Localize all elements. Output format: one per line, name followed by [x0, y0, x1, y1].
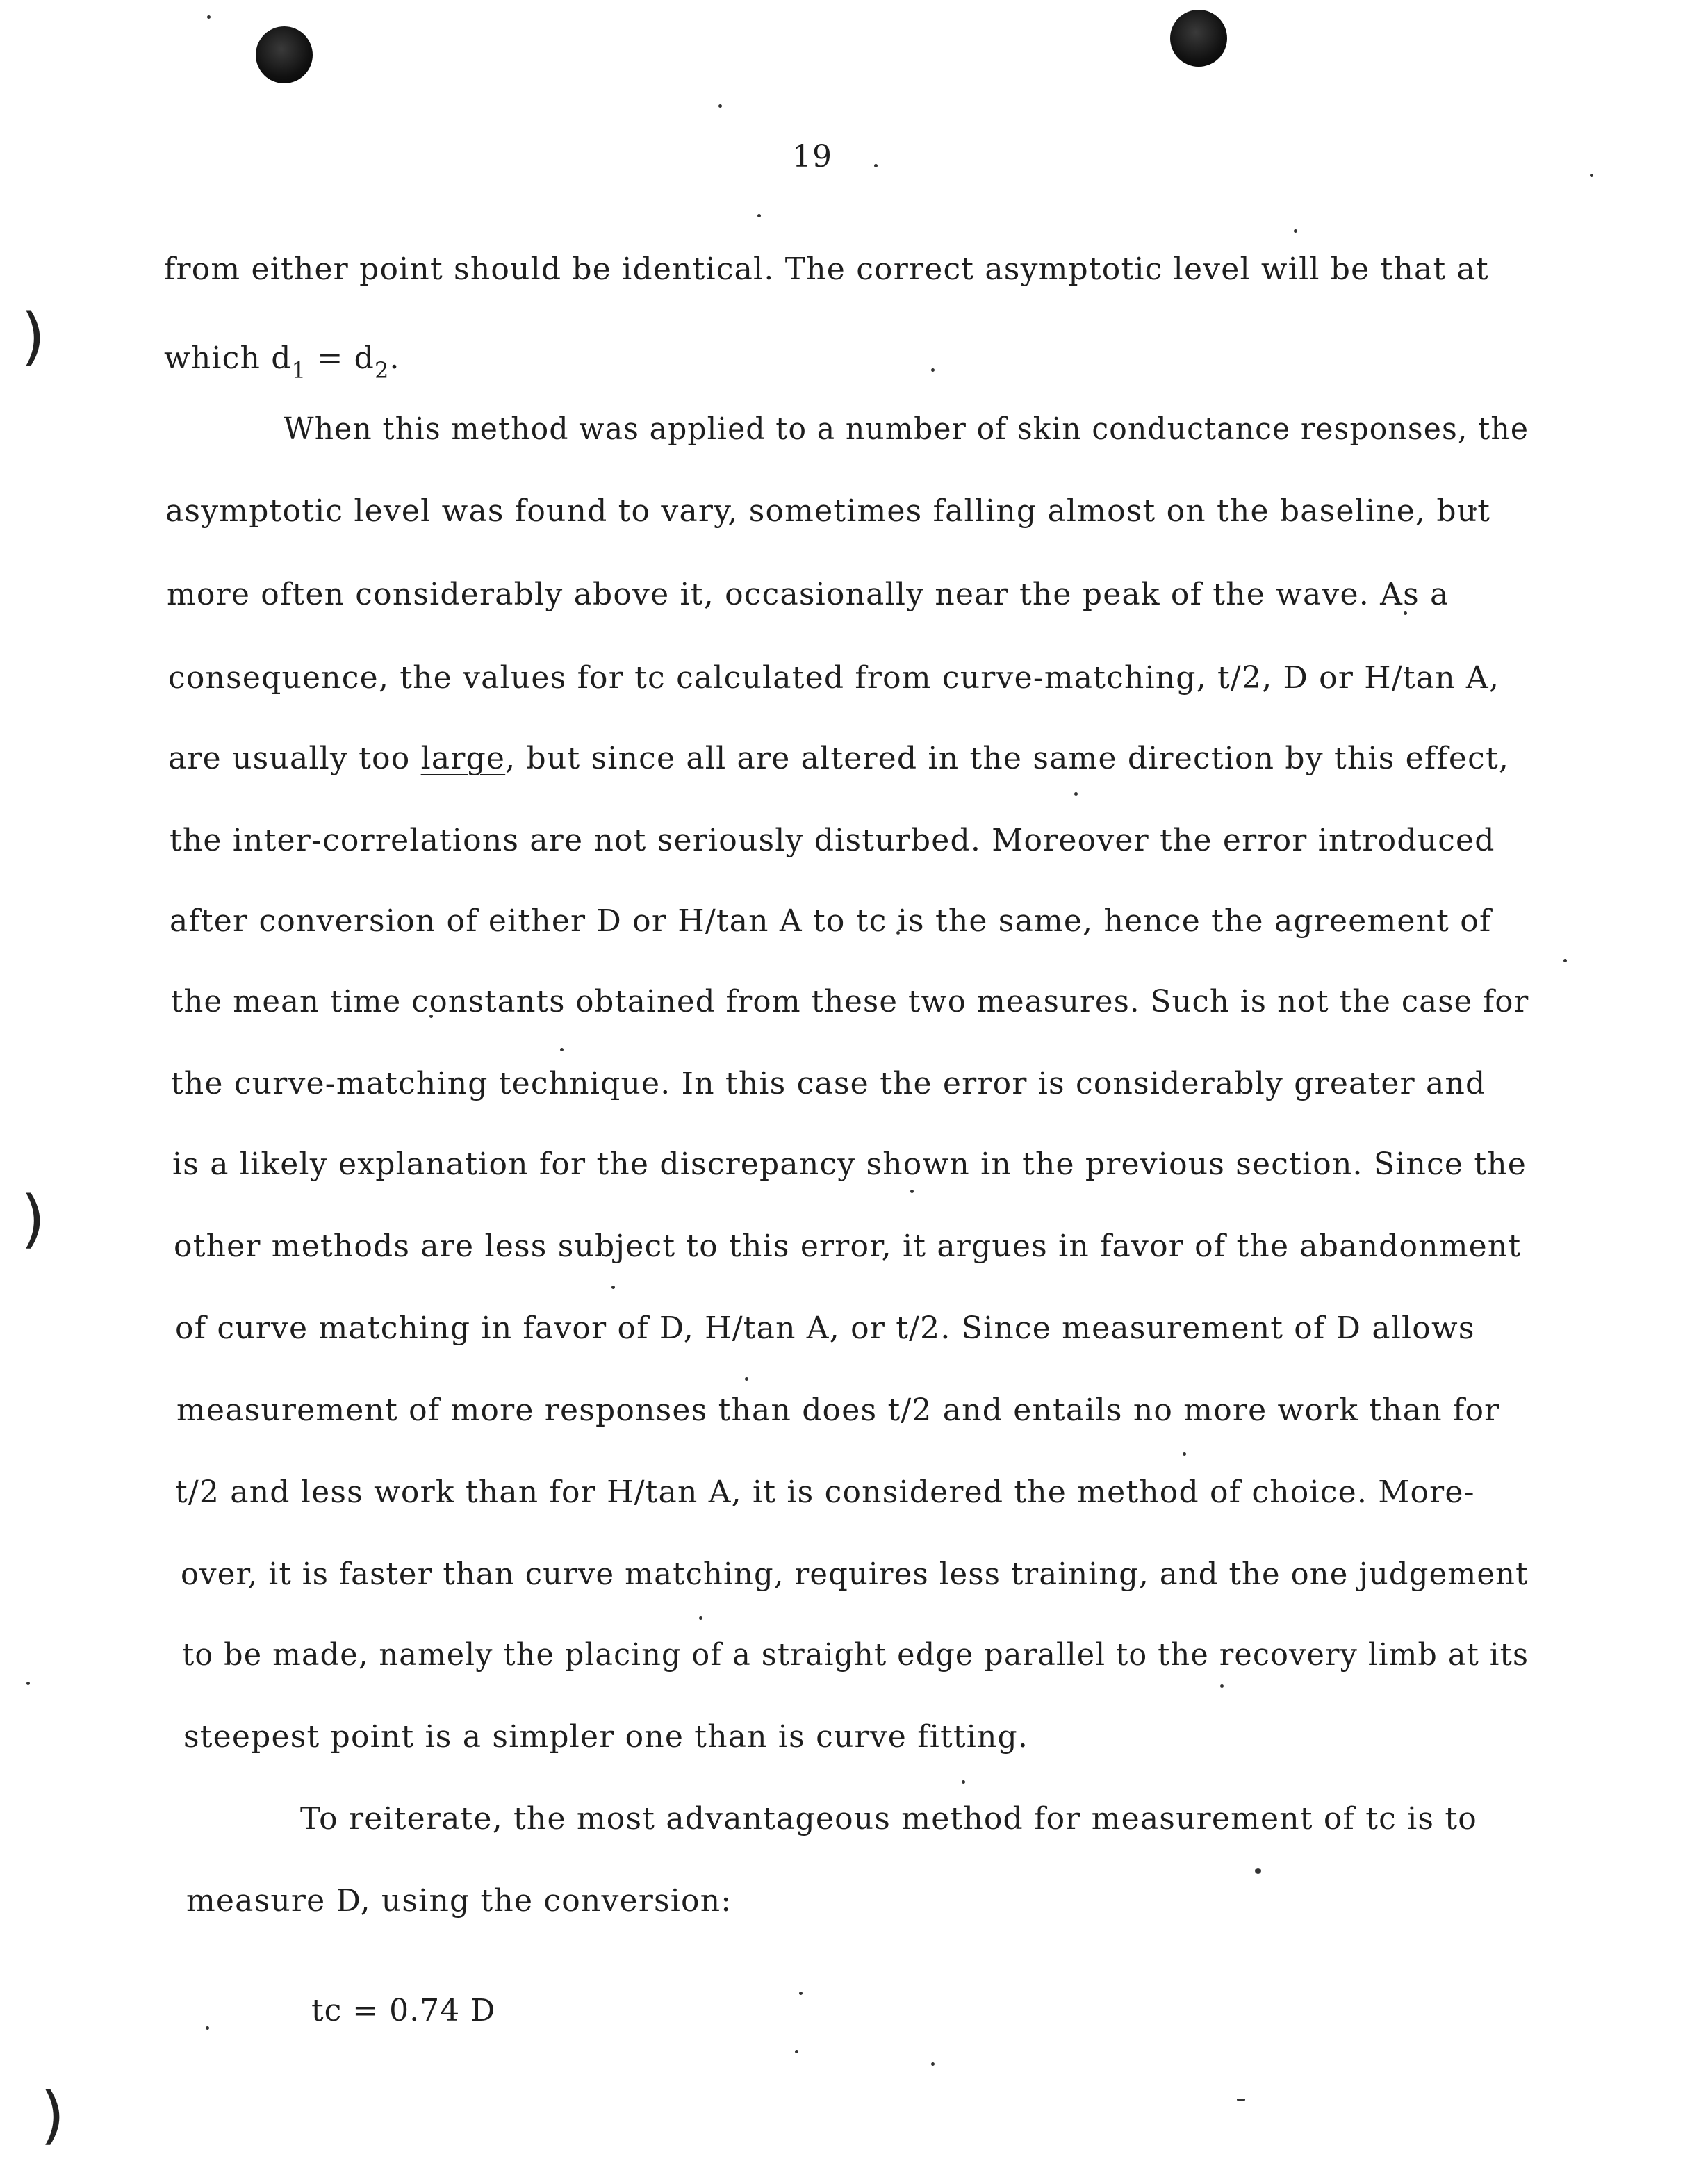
- text-line: to be made, namely the placing of a straight edge parallel to the recovery limb at its: [182, 1637, 1529, 1673]
- scan-speck: [962, 1780, 965, 1784]
- punch-hole-right: [1170, 10, 1227, 67]
- text-line: after conversion of either D or H/tan A to tc is the same, hence the agreement of: [170, 903, 1492, 939]
- text-line: steepest point is a simpler one than is curve fitting.: [183, 1719, 1029, 1755]
- scan-speck: [745, 1377, 748, 1381]
- text-fragment: , but since all are altered in the same direction by this effect,: [505, 741, 1510, 776]
- scan-speck: [1294, 229, 1297, 233]
- scan-speck: [757, 214, 761, 217]
- scan-speck: [718, 104, 722, 108]
- text-line: the curve-matching technique. In this case the error is considerably greater and: [171, 1066, 1486, 1101]
- text-line: t/2 and less work than for H/tan A, it is considered the method of choice. More-: [175, 1475, 1475, 1510]
- text-fragment: which d: [164, 340, 292, 376]
- scan-speck: [1237, 2099, 1245, 2101]
- scan-speck: [207, 15, 211, 19]
- text-fragment: are usually too: [168, 741, 421, 776]
- text-line: consequence, the values for tc calculated from curve-matching, t/2, D or H/tan A,: [168, 660, 1500, 696]
- text-line: from either point should be identical. The correct asymptotic level will be that at: [164, 252, 1489, 287]
- margin-bracket-mark: ): [40, 2079, 65, 2152]
- text-line: measurement of more responses than does t/2 and entails no more work than for: [176, 1393, 1500, 1428]
- subscript: 2: [374, 357, 390, 384]
- text-line: asymptotic level was found to vary, sometimes falling almost on the baseline, but: [165, 493, 1491, 529]
- underlined-word: large: [420, 741, 506, 776]
- scan-speck: [560, 1048, 564, 1051]
- scan-speck: [795, 2050, 798, 2053]
- text-fragment: = d: [306, 340, 375, 376]
- text-line: the inter-correlations are not seriously disturbed. Moreover the error introduced: [170, 823, 1495, 858]
- margin-bracket-mark: ): [21, 1183, 46, 1256]
- text-line: the mean time constants obtained from these two measures. Such is not the case for: [171, 984, 1529, 1019]
- page-number: 19: [792, 139, 832, 174]
- text-line: When this method was applied to a number of skin conductance responses, the: [284, 411, 1529, 447]
- text-line: other methods are less subject to this error, it argues in favor of the abandonment: [174, 1229, 1522, 1264]
- text-line: is a likely explanation for the discrepancy shown in the previous section. Since the: [172, 1147, 1527, 1182]
- punch-hole-left: [256, 26, 313, 83]
- scan-speck: [931, 2062, 935, 2066]
- scan-speck: [1255, 1868, 1261, 1874]
- scan-speck: [1220, 1684, 1224, 1688]
- text-line: [164, 340, 400, 384]
- scan-speck: [26, 1682, 30, 1685]
- scan-speck: [799, 1992, 803, 1995]
- text-line: [168, 741, 1509, 776]
- scan-speck: [206, 2026, 209, 2030]
- scan-speck: [910, 1190, 914, 1193]
- text-line: over, it is faster than curve matching, requires less training, and the one judgement: [181, 1557, 1529, 1592]
- text-line: measure D, using the conversion:: [186, 1883, 732, 1919]
- scan-speck: [699, 1616, 702, 1620]
- scan-speck: [1074, 792, 1078, 796]
- text-line: more often considerably above it, occasionally near the peak of the wave. As a: [167, 577, 1449, 612]
- scan-speck: [931, 368, 935, 372]
- conversion-formula: tc = 0.74 D: [311, 1993, 496, 2028]
- text-fragment: .: [389, 340, 400, 376]
- scan-speck: [1183, 1452, 1186, 1456]
- margin-bracket-mark: ): [21, 300, 46, 373]
- scan-speck: [611, 1286, 615, 1289]
- subscript: 1: [291, 357, 307, 384]
- scan-speck: [1590, 174, 1593, 177]
- text-line: To reiterate, the most advantageous method for measurement of tc is to: [300, 1801, 1477, 1837]
- scan-speck: [1563, 959, 1567, 962]
- text-line: of curve matching in favor of D, H/tan A, or t/2. Since measurement of D allows: [175, 1311, 1475, 1346]
